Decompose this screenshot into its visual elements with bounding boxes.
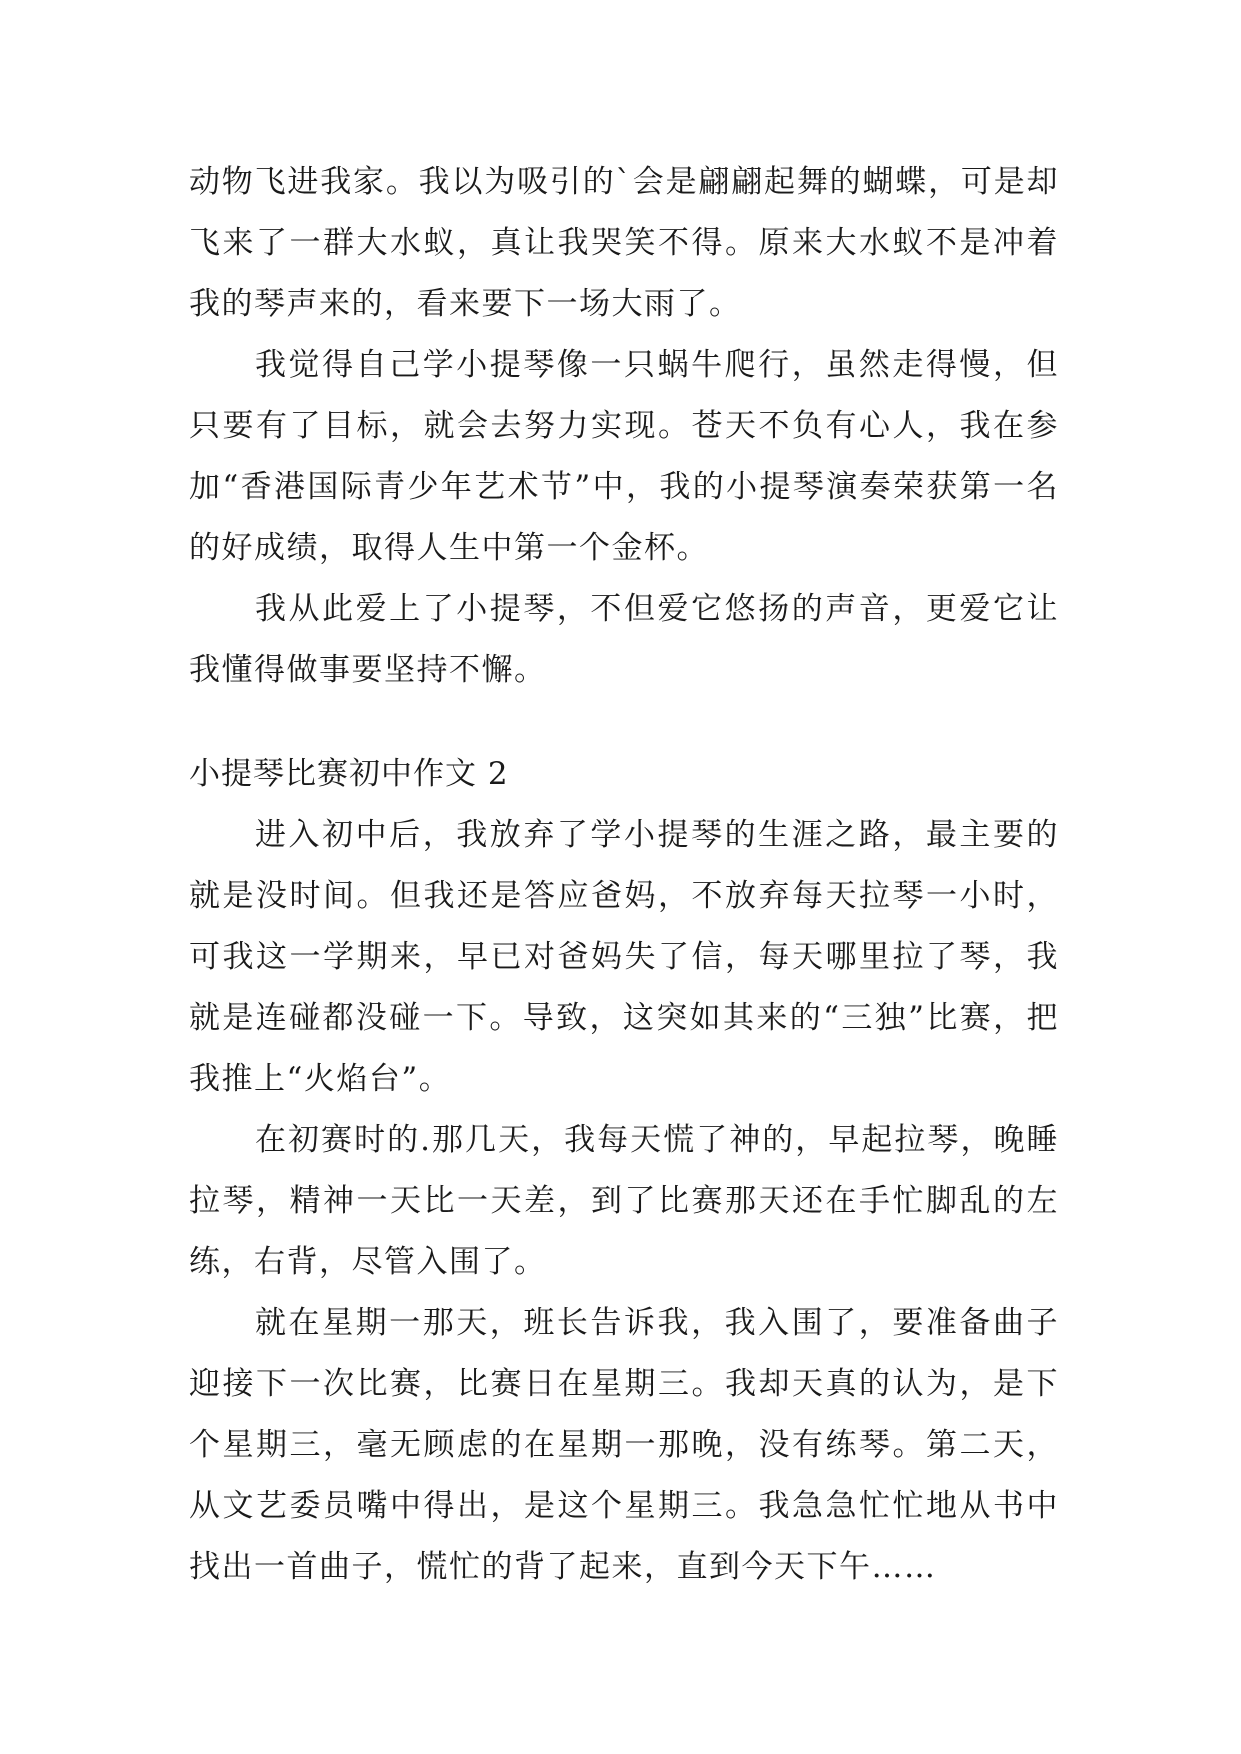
section-title: 小提琴比赛初中作文 2 (189, 756, 509, 792)
paragraph-violin-progress: 我觉得自己学小提琴像一只蜗牛爬行，虽然走得慢，但只要有了目标，就会去努力实现。苍天不负有心人，我在参加“香港国际青少年艺术节”中，我的小提琴演奏荣获第一名的好成绩，取得人生中第一个金杯。 (189, 347, 1059, 566)
document-body (189, 152, 1059, 1598)
paragraph-preliminary: 在初赛时的.那几天，我每天慌了神的，早起拉琴，晚睡拉琴，精神一天比一天差，到了比赛那天还在手忙脚乱的左练，右背，尽管入围了。 (189, 1122, 1059, 1280)
paragraph-love-violin: 我从此爱上了小提琴，不但爱它悠扬的声音，更爱它让我懂得做事要坚持不懈。 (189, 591, 1059, 688)
paragraph-junior-high: 进入初中后，我放弃了学小提琴的生涯之路，最主要的就是没时间。但我还是答应爸妈，不放弃每天拉琴一小时，可我这一学期来，早已对爸妈失了信，每天哪里拉了琴，我就是连碰都没碰一下。导致，这突如其来的“三独”比赛，把我推上“火焰台”。 (189, 817, 1059, 1097)
paragraph-continued: 动物飞进我家。我以为吸引的`会是翩翩起舞的蝴蝶，可是却飞来了一群大水蚁，真让我哭笑不得。原来大水蚁不是冲着我的琴声来的，看来要下一场大雨了。 (189, 164, 1059, 322)
paragraph-monday: 就在星期一那天，班长告诉我，我入围了，要准备曲子迎接下一次比赛，比赛日在星期三。我却天真的认为，是下个星期三，毫无顾虑的在星期一那晚，没有练琴。第二天，从文艺委员嘴中得出，是这个星期三。我急急忙忙地从书中找出一首曲子，慌忙的背了起来，直到今天下午…… (189, 1305, 1059, 1585)
